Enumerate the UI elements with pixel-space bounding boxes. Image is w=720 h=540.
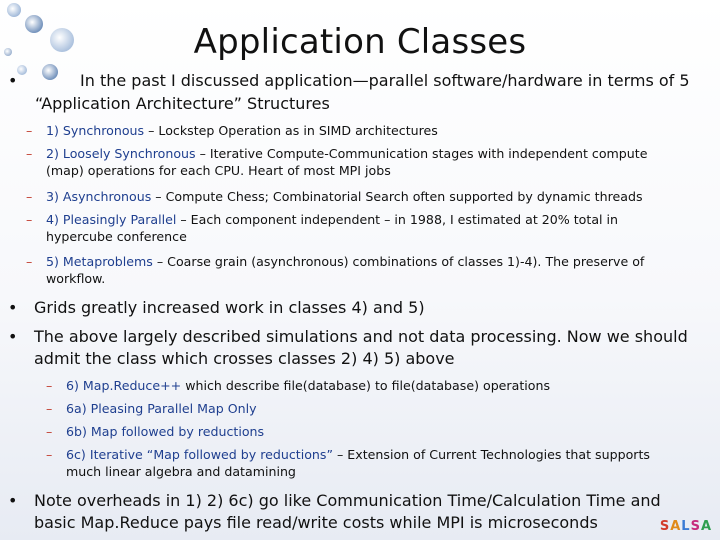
class-text-cont: (map) operations for each CPU. Heart of most MPI jobs [46, 163, 391, 178]
bullet-dot: • [8, 298, 18, 317]
mapreduce-text-cont: much linear algebra and datamining [66, 464, 296, 479]
class-item [26, 188, 686, 205]
class-text-cont: workflow. [46, 271, 106, 286]
dash-marker: – [46, 424, 53, 439]
salsa-logo [660, 519, 712, 534]
mapreduce-label: 6c) Iterative “Map followed by reductions” [66, 447, 333, 462]
mapreduce-text: – Extension of Current Technologies that supports [333, 447, 650, 462]
dash-marker: – [26, 212, 33, 227]
bullet-text: Grids greatly increased work in classes 4) and 5) [34, 298, 425, 317]
dash-marker: – [46, 447, 53, 462]
class-label: 5) Metaproblems [46, 254, 153, 269]
grids-bullet [8, 297, 714, 319]
class-label: 4) Pleasingly Parallel [46, 212, 177, 227]
class-item [26, 211, 686, 245]
bullet-dot: • [8, 491, 18, 510]
class-text: – Iterative Compute-Communication stages with independent compute [195, 146, 648, 161]
bullet-text: Note overheads in 1) 2) 6c) go like Communication Time/Calculation Time and [34, 491, 661, 510]
mapreduce-item [46, 377, 706, 394]
class-text: – Lockstep Operation as in SIMD architectures [144, 123, 438, 138]
dash-marker: – [26, 189, 33, 204]
class-text-cont: hypercube conference [46, 229, 187, 244]
bullet-text: The above largely described simulations and not data processing. Now we should [34, 327, 688, 346]
bullet-text-cont: admit the class which crosses classes 2) 4) 5) above [34, 349, 455, 368]
logo-letter: S [690, 519, 701, 534]
overheads-bullet [8, 490, 714, 534]
class-text: – Compute Chess; Combinatorial Search often supported by dynamic threads [151, 189, 643, 204]
logo-letter: S [659, 519, 671, 534]
dash-marker: – [26, 123, 33, 138]
dash-marker: – [46, 401, 53, 416]
class-item [26, 253, 686, 287]
dash-marker: – [46, 378, 53, 393]
mapreduce-label: 6a) Pleasing Parallel Map Only [66, 401, 257, 416]
bullet-text-cont: basic Map.Reduce pays file read/write costs while MPI is microseconds [34, 513, 598, 532]
slide-title: Application Classes [193, 22, 527, 62]
mapreduce-text: which describe file(database) to file(database) operations [181, 378, 551, 393]
logo-letter: A [670, 519, 682, 534]
class-label: 3) Asynchronous [46, 189, 152, 204]
class-label: 1) Synchronous [46, 123, 145, 138]
dash-marker: – [26, 146, 33, 161]
logo-letter: A [700, 519, 712, 534]
intro-line-2: “Application Architecture” Structures [35, 94, 330, 113]
mapreduce-label: 6) Map.Reduce++ [66, 378, 182, 393]
class-label: 2) Loosely Synchronous [46, 146, 196, 161]
dash-marker: – [26, 254, 33, 269]
data-processing-bullet [8, 326, 714, 370]
bullet-dot: • [8, 327, 18, 346]
class-item [26, 122, 686, 139]
mapreduce-item [46, 423, 706, 440]
class-text: – Coarse grain (asynchronous) combinations of classes 1)-4). The preserve of [152, 254, 645, 269]
mapreduce-item [46, 400, 706, 417]
class-item [26, 145, 686, 179]
intro-line-1: In the past I discussed application—parallel software/hardware in terms of 5 [80, 71, 690, 90]
logo-letter: L [681, 519, 691, 534]
bullet-dot: • [8, 71, 18, 90]
mapreduce-label: 6b) Map followed by reductions [66, 424, 265, 439]
class-text: – Each component independent – in 1988, I estimated at 20% total in [176, 212, 619, 227]
mapreduce-item [46, 446, 706, 480]
